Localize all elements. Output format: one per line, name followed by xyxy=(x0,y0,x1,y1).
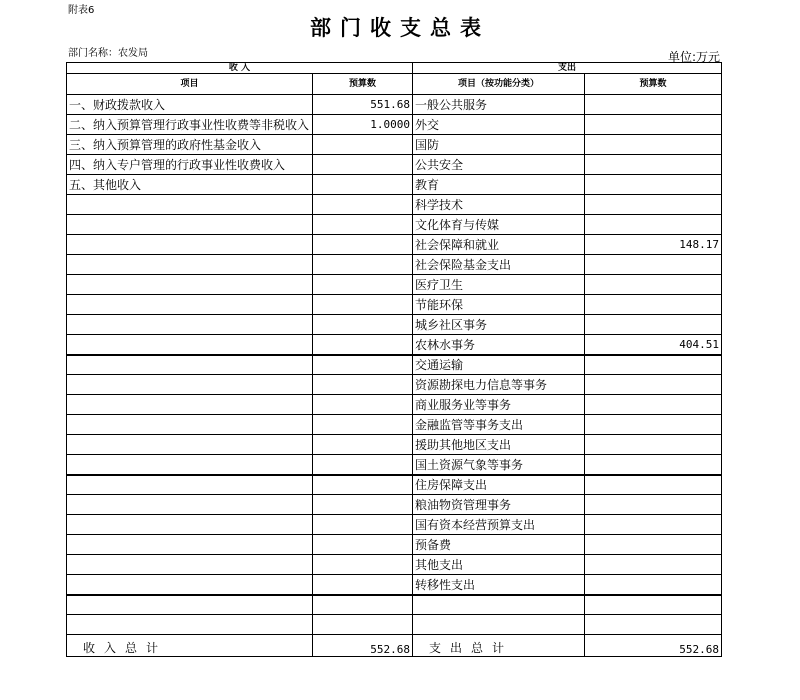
table-row xyxy=(67,535,722,555)
income-budget-cell xyxy=(313,275,413,295)
table-row xyxy=(67,235,722,255)
income-item-cell xyxy=(67,595,313,615)
income-item-cell xyxy=(67,535,313,555)
col-func-item-header: 项目（按功能分类） xyxy=(413,74,585,95)
income-budget-cell xyxy=(313,295,413,315)
expense-budget-cell xyxy=(585,275,722,295)
income-item-cell xyxy=(67,375,313,395)
income-budget-cell xyxy=(313,135,413,155)
income-item-cell xyxy=(67,555,313,575)
expense-item-cell: 预备费 xyxy=(413,535,585,555)
table-row xyxy=(67,195,722,215)
income-budget-cell xyxy=(313,355,413,375)
income-budget-cell xyxy=(313,615,413,635)
col-budget-header: 预算数 xyxy=(313,74,413,95)
expense-total-value: 552.68 xyxy=(585,635,722,657)
income-budget-cell xyxy=(313,175,413,195)
table-row xyxy=(67,215,722,235)
expense-budget-cell: 148.17 xyxy=(585,235,722,255)
expense-item-cell: 金融监管等事务支出 xyxy=(413,415,585,435)
expense-budget-cell xyxy=(585,395,722,415)
income-item-cell xyxy=(67,515,313,535)
income-budget-cell xyxy=(313,215,413,235)
expense-item-cell: 医疗卫生 xyxy=(413,275,585,295)
table-row xyxy=(67,335,722,355)
income-item-cell: 五、其他收入 xyxy=(67,175,313,195)
expense-budget-cell xyxy=(585,175,722,195)
budget-summary-table xyxy=(66,62,722,657)
table-row xyxy=(67,175,722,195)
income-budget-cell: 551.68 xyxy=(313,95,413,115)
expense-budget-cell xyxy=(585,455,722,475)
table-row xyxy=(67,595,722,615)
expense-budget-cell xyxy=(585,595,722,615)
income-budget-cell xyxy=(313,435,413,455)
table-row xyxy=(67,415,722,435)
income-budget-cell xyxy=(313,595,413,615)
expense-item-cell xyxy=(413,615,585,635)
income-budget-cell xyxy=(313,375,413,395)
table-row xyxy=(67,515,722,535)
expense-budget-cell xyxy=(585,255,722,275)
income-budget-cell: 1.0000 xyxy=(313,115,413,135)
table-row xyxy=(67,115,722,135)
expense-budget-cell xyxy=(585,435,722,455)
income-budget-cell xyxy=(313,415,413,435)
table-row xyxy=(67,275,722,295)
income-budget-cell xyxy=(313,315,413,335)
expense-item-cell: 商业服务业等事务 xyxy=(413,395,585,415)
expense-budget-cell xyxy=(585,155,722,175)
income-total-value: 552.68 xyxy=(313,635,413,657)
expense-budget-cell xyxy=(585,615,722,635)
income-item-cell: 三、纳入预算管理的政府性基金收入 xyxy=(67,135,313,155)
table-row xyxy=(67,355,722,375)
col-budget2-header: 预算数 xyxy=(585,74,722,95)
expense-item-cell: 公共安全 xyxy=(413,155,585,175)
expense-item-cell: 科学技术 xyxy=(413,195,585,215)
table-row xyxy=(67,475,722,495)
income-item-cell xyxy=(67,435,313,455)
income-budget-cell xyxy=(313,235,413,255)
income-item-cell xyxy=(67,315,313,335)
income-item-cell xyxy=(67,355,313,375)
income-item-cell xyxy=(67,395,313,415)
income-item-cell: 一、财政拨款收入 xyxy=(67,95,313,115)
income-item-cell: 二、纳入预算管理行政事业性收费等非税收入 xyxy=(67,115,313,135)
table-row xyxy=(67,155,722,175)
expense-item-cell: 城乡社区事务 xyxy=(413,315,585,335)
expense-budget-cell xyxy=(585,215,722,235)
expense-budget-cell xyxy=(585,475,722,495)
table-row xyxy=(67,95,722,115)
expense-item-cell: 其他支出 xyxy=(413,555,585,575)
expense-item-cell: 农林水事务 xyxy=(413,335,585,355)
income-item-cell xyxy=(67,195,313,215)
table-row xyxy=(67,255,722,275)
expense-budget-cell xyxy=(585,355,722,375)
expense-budget-cell xyxy=(585,535,722,555)
table-row xyxy=(67,575,722,595)
expense-item-cell: 粮油物资管理事务 xyxy=(413,495,585,515)
income-item-cell xyxy=(67,295,313,315)
expense-budget-cell xyxy=(585,415,722,435)
income-item-cell xyxy=(67,215,313,235)
table-row xyxy=(67,495,722,515)
table-row xyxy=(67,375,722,395)
income-item-cell xyxy=(67,615,313,635)
table-row xyxy=(67,435,722,455)
table-row xyxy=(67,295,722,315)
income-budget-cell xyxy=(313,255,413,275)
col-item-header: 项目 xyxy=(67,74,313,95)
income-budget-cell xyxy=(313,335,413,355)
income-item-cell: 四、纳入专户管理的行政事业性收费收入 xyxy=(67,155,313,175)
income-item-cell xyxy=(67,335,313,355)
income-item-cell xyxy=(67,495,313,515)
expense-item-cell: 一般公共服务 xyxy=(413,95,585,115)
expense-budget-cell: 404.51 xyxy=(585,335,722,355)
income-total-label: 收入总计 xyxy=(67,635,313,657)
expense-item-cell xyxy=(413,595,585,615)
income-item-cell xyxy=(67,255,313,275)
income-budget-cell xyxy=(313,195,413,215)
income-budget-cell xyxy=(313,555,413,575)
income-header: 收 入 xyxy=(67,63,413,74)
expense-budget-cell xyxy=(585,295,722,315)
expense-total-label: 支出总计 xyxy=(413,635,585,657)
unit-label: 单位:万元 xyxy=(667,50,720,64)
expense-budget-cell xyxy=(585,495,722,515)
expense-budget-cell xyxy=(585,575,722,595)
expense-item-cell: 社会保险基金支出 xyxy=(413,255,585,275)
attachment-note: 附表6 xyxy=(68,5,95,16)
expense-item-cell: 交通运输 xyxy=(413,355,585,375)
table-row xyxy=(67,395,722,415)
expense-item-cell: 外交 xyxy=(413,115,585,135)
expense-item-cell: 资源勘探电力信息等事务 xyxy=(413,375,585,395)
expense-budget-cell xyxy=(585,115,722,135)
table-row xyxy=(67,615,722,635)
expense-budget-cell xyxy=(585,95,722,115)
table-row xyxy=(67,135,722,155)
expense-budget-cell xyxy=(585,515,722,535)
expense-item-cell: 转移性支出 xyxy=(413,575,585,595)
income-budget-cell xyxy=(313,575,413,595)
income-item-cell xyxy=(67,415,313,435)
expense-budget-cell xyxy=(585,315,722,335)
expense-item-cell: 社会保障和就业 xyxy=(413,235,585,255)
expense-item-cell: 国有资本经营预算支出 xyxy=(413,515,585,535)
income-budget-cell xyxy=(313,455,413,475)
expense-budget-cell xyxy=(585,375,722,395)
income-item-cell xyxy=(67,475,313,495)
department-name: 部门名称：农发局 xyxy=(68,48,148,59)
income-item-cell xyxy=(67,575,313,595)
income-budget-cell xyxy=(313,535,413,555)
income-budget-cell xyxy=(313,155,413,175)
expense-item-cell: 国防 xyxy=(413,135,585,155)
expense-header: 支出 xyxy=(413,63,722,74)
expense-item-cell: 援助其他地区支出 xyxy=(413,435,585,455)
page-title: 部门收支总表 xyxy=(310,15,490,40)
income-item-cell xyxy=(67,455,313,475)
table-row xyxy=(67,555,722,575)
expense-budget-cell xyxy=(585,135,722,155)
income-item-cell xyxy=(67,275,313,295)
income-item-cell xyxy=(67,235,313,255)
expense-budget-cell xyxy=(585,555,722,575)
expense-item-cell: 教育 xyxy=(413,175,585,195)
expense-item-cell: 住房保障支出 xyxy=(413,475,585,495)
income-budget-cell xyxy=(313,495,413,515)
income-budget-cell xyxy=(313,475,413,495)
expense-item-cell: 文化体育与传媒 xyxy=(413,215,585,235)
total-row xyxy=(67,635,722,657)
expense-item-cell: 国土资源气象等事务 xyxy=(413,455,585,475)
expense-budget-cell xyxy=(585,195,722,215)
income-budget-cell xyxy=(313,515,413,535)
table-row xyxy=(67,455,722,475)
table-row xyxy=(67,315,722,335)
expense-item-cell: 节能环保 xyxy=(413,295,585,315)
income-budget-cell xyxy=(313,395,413,415)
